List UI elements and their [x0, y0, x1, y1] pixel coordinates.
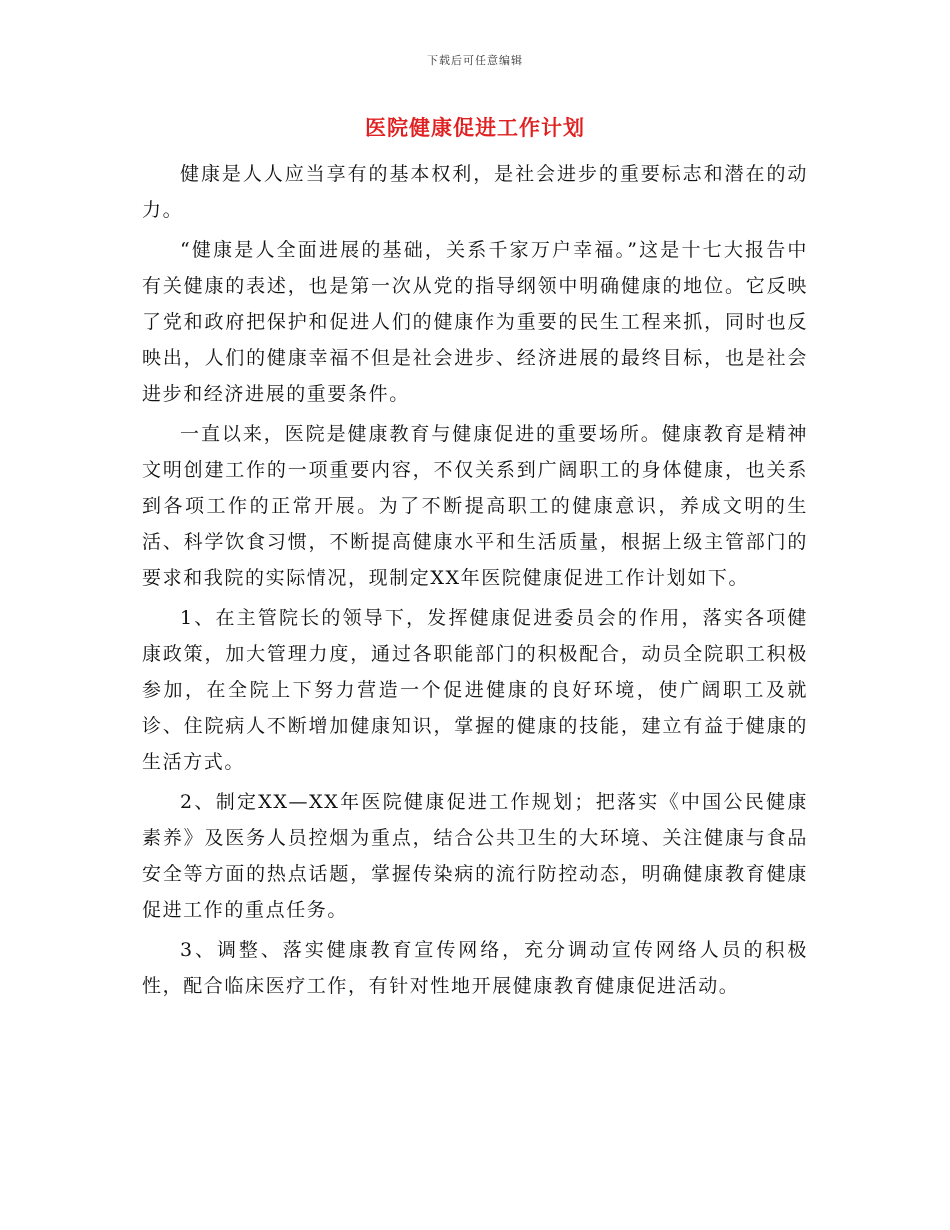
paragraph-3: 一直以来，医院是健康教育与健康促进的重要场所。健康教育是精神文明创建工作的一项重要内容，不仅关系到广阔职工的身体健康，也关系到各项工作的正常开展。为了不断提高职工的健康意识，养成文明的生活、科学饮食习惯，不断提高健康水平和生活质量，根据上级主管部门的要求和我院的实际情况，现制定XX年医院健康促进工作计划如下。	[142, 423, 808, 589]
paragraph-6: 3、调整、落实健康教育宣传网络，充分调动宣传网络人员的积极性，配合临床医疗工作，有针对性地开展健康教育健康促进活动。	[142, 939, 808, 997]
paragraph-1: 健康是人人应当享有的基本权利，是社会进步的重要标志和潜在的动力。	[142, 163, 808, 221]
document-title: 医院健康促进工作计划	[365, 115, 585, 140]
document-body	[142, 156, 808, 1008]
paragraph-2: “健康是人全面进展的基础，关系千家万户幸福。”这是十七大报告中有关健康的表述，也是第一次从党的指导纲领中明确健康的地位。它反映了党和政府把保护和促进人们的健康作为重要的民生工程来抓，同时也反映出，人们的健康幸福不但是社会进步、经济进展的最终目标，也是社会进步和经济进展的重要条件。	[142, 239, 808, 405]
paragraph-5: 2、制定XX—XX年医院健康促进工作规划；把落实《中国公民健康素养》及医务人员控烟为重点，结合公共卫生的大环境、关注健康与食品安全等方面的热点话题，掌握传染病的流行防控动态，明确健康教育健康促进工作的重点任务。	[142, 791, 808, 921]
paragraph-4: 1、在主管院长的领导下，发挥健康促进委员会的作用，落实各项健康政策，加大管理力度，通过各职能部门的积极配合，动员全院职工积极参加，在全院上下努力营造一个促进健康的良好环境，使广阔职工及就诊、住院病人不断增加健康知识，掌握的健康的技能，建立有益于健康的生活方式。	[142, 607, 808, 773]
header-note: 下载后可任意编辑	[427, 54, 523, 67]
